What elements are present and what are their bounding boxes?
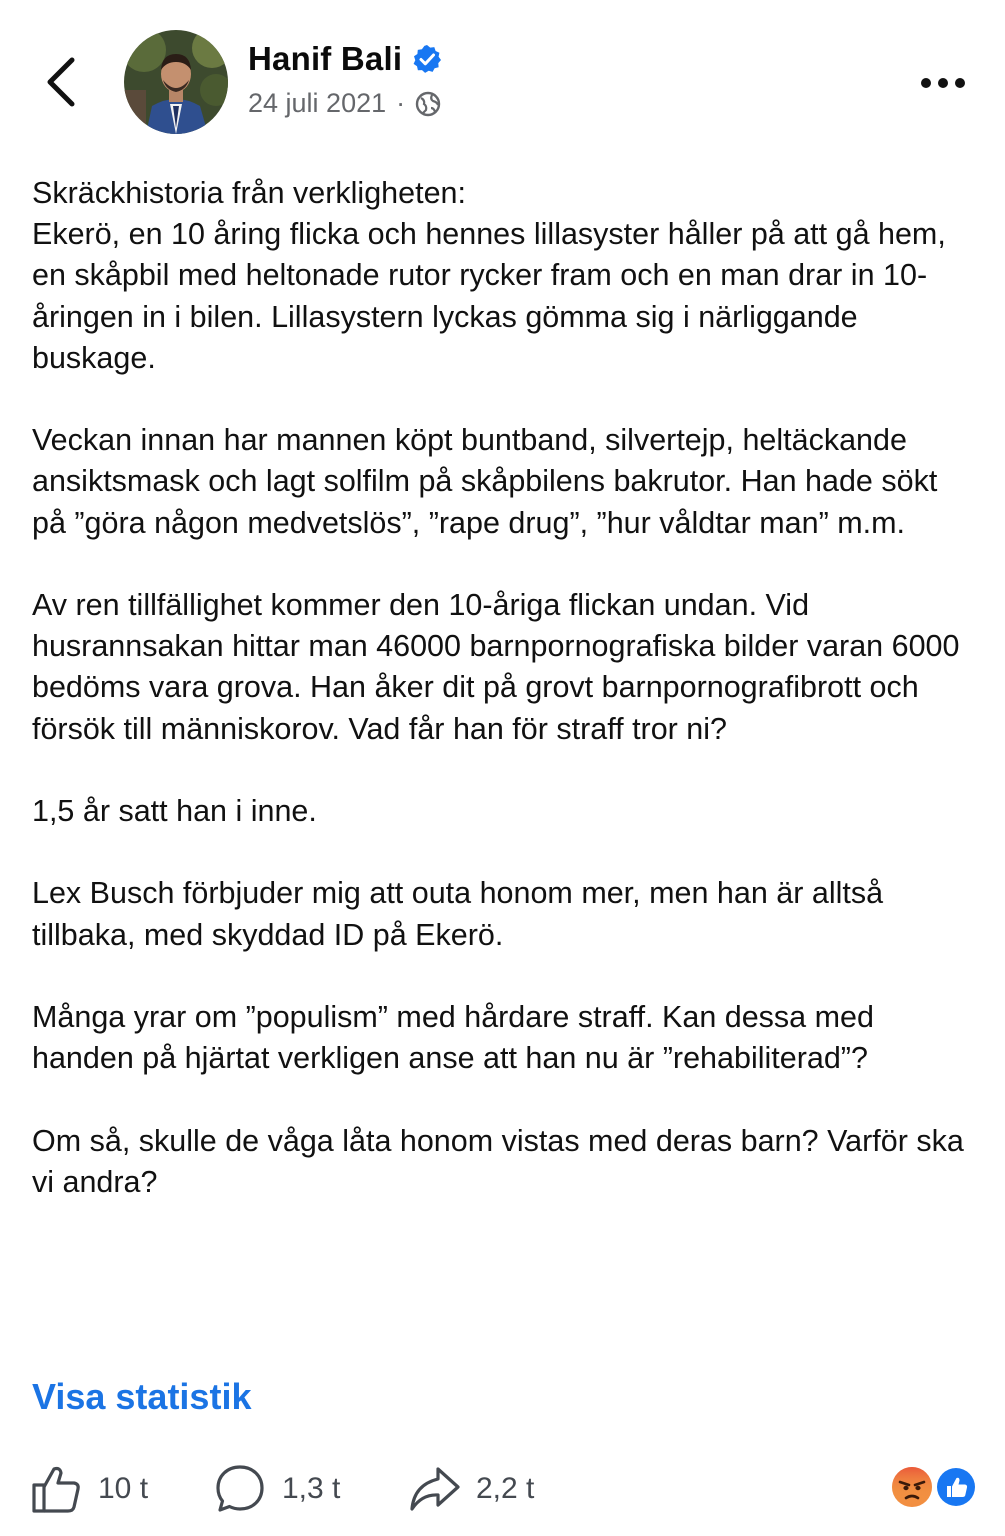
comment-bubble-icon	[214, 1463, 266, 1515]
post-paragraph: Lex Busch förbjuder mig att outa honom mer, men han är alltså tillbaka, med skyddad ID på Ekerö.	[32, 876, 884, 952]
post-meta	[248, 88, 441, 119]
author-name[interactable]: Hanif Bali	[248, 40, 403, 77]
view-stats-link[interactable]: Visa statistik	[32, 1376, 252, 1417]
action-bar	[0, 1455, 1005, 1525]
comment-button[interactable]	[214, 1463, 340, 1515]
post-paragraph: Många yrar om ”populism” med hårdare straff. Kan dessa med handen på hjärtat verkligen anse att han nu är ”rehabiliterad”?	[32, 999, 874, 1076]
post-paragraph: Om så, skulle de våga låta honom vistas med deras barn? Varför ska vi andra?	[32, 1123, 964, 1199]
comment-count: 1,3 t	[282, 1472, 341, 1505]
thumbs-up-icon	[30, 1463, 82, 1515]
reactions-summary[interactable]	[890, 1465, 980, 1509]
like-reaction-icon	[935, 1466, 977, 1508]
post-body	[32, 173, 977, 1244]
chevron-left-icon[interactable]	[38, 52, 88, 112]
share-button[interactable]	[408, 1463, 534, 1515]
post-paragraph: Skräckhistoria från verkligheten: Ekerö, en 10 åring flicka och hennes lillasyster håller på att gå hem, en skåpbil med heltonade rutor rycker fram och en man drar in 10-åringen in i bilen. Lillasystern lyckas gömma sig i närliggande buskage.	[32, 176, 946, 375]
post-date[interactable]: 24 juli 2021	[248, 88, 387, 118]
like-button[interactable]	[30, 1463, 148, 1515]
share-arrow-icon	[408, 1463, 460, 1515]
like-count: 10 t	[98, 1472, 149, 1505]
share-count: 2,2 t	[476, 1472, 535, 1505]
post-header	[0, 0, 1005, 150]
post-paragraph: Veckan innan har mannen köpt buntband, silvertejp, heltäckande ansiktsmask och lagt solfilm på skåpbilens bakrutor. Han hade sökt på ”göra någon medvetslös”, ”rape drug”, ”hur våldtar man” m.m.	[32, 423, 938, 540]
globe-icon	[415, 91, 441, 117]
post-paragraph: 1,5 år satt han i inne.	[32, 794, 317, 828]
avatar[interactable]	[124, 30, 228, 134]
angry-reaction-icon	[892, 1467, 932, 1507]
author-row	[248, 40, 442, 78]
more-dots-icon[interactable]	[918, 68, 968, 98]
post-paragraph: Av ren tillfällighet kommer den 10-åriga flickan undan. Vid husrannsakan hittar man 46000 barnpornografiska bilder varan 6000 bedöms vara grova. Han åker dit på grovt barnpornografibrott och försök till människorov. Vad får han för straff tror ni?	[32, 588, 960, 746]
verified-badge-icon	[412, 44, 442, 74]
meta-separator: ·	[396, 88, 406, 118]
